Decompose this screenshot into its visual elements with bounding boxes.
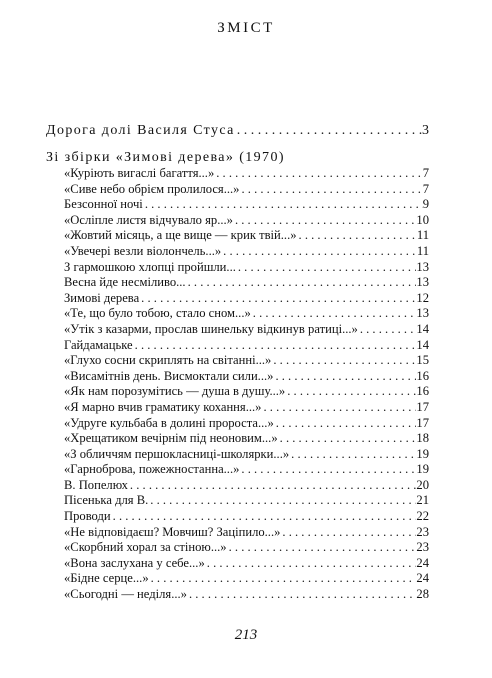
toc-entry (46, 462, 429, 478)
toc-entry-page: 22 (416, 509, 429, 524)
toc-entry-page: 7 (422, 181, 429, 196)
dot-leader (237, 122, 422, 139)
dot-leader (241, 462, 416, 478)
section-title: Зі збірки «Зимові дерева» (1970) (46, 150, 285, 165)
toc-entry-page: 23 (416, 540, 429, 555)
toc-entry (46, 431, 429, 447)
toc-entry-title: З гармошкою хлопці пройшли... (64, 259, 236, 274)
dot-leader (229, 540, 417, 556)
dot-leader (238, 260, 417, 276)
toc-entry (46, 509, 429, 525)
dot-leader (253, 306, 417, 322)
dot-leader (188, 275, 417, 291)
dot-leader (235, 213, 416, 229)
toc-entry-title: «Глухо сосни скриплять на світанні...» (64, 353, 272, 368)
dot-leader (113, 509, 417, 525)
dot-leader (360, 322, 417, 338)
toc-entry (46, 556, 429, 572)
toc-entry-page: 13 (416, 306, 429, 321)
toc-entry-title: Дорога долі Василя Стуса (46, 123, 235, 138)
toc-entry (46, 197, 429, 213)
page-number: 213 (234, 627, 258, 643)
toc-entry (46, 228, 429, 244)
toc-entry (46, 322, 429, 338)
toc-entry-title: «З обличчям першокласниці-школярки...» (64, 446, 290, 461)
toc-entry (46, 353, 429, 369)
toc-entry (46, 447, 429, 463)
toc-entry (46, 244, 429, 260)
toc-entry (46, 275, 429, 291)
dot-leader (241, 182, 422, 198)
toc-entry-title: «Осліпле листя відчувало яр...» (64, 212, 233, 227)
toc-entry-page: 24 (416, 571, 429, 586)
toc-entry-page: 17 (416, 415, 429, 430)
toc-entry-page: 7 (422, 166, 429, 180)
toc-entry (46, 166, 429, 182)
toc-entry-title: «Бідне серце...» (64, 571, 149, 586)
toc-entry-title: Пісенька для В. (64, 493, 149, 508)
dot-leader (276, 416, 417, 432)
dot-leader (287, 384, 416, 400)
toc-entry (46, 182, 429, 198)
toc-entry-title: «Сьогодні — неділя...» (64, 587, 187, 602)
toc-entry-page: 11 (416, 243, 429, 258)
toc-entry-page: 23 (416, 524, 429, 539)
toc-section-heading (46, 149, 429, 166)
dot-leader (223, 244, 417, 260)
toc-entry-title: «Те, що було тобою, стало сном...» (64, 306, 251, 321)
toc-entry (46, 400, 429, 416)
toc-entry (46, 525, 429, 541)
toc-entry-page: 17 (416, 399, 429, 414)
toc-entry-title: «Не відповідаєш? Мовчиш? Заціпило...» (64, 524, 281, 539)
toc-entry (46, 416, 429, 432)
toc-entry-page: 12 (416, 290, 429, 305)
toc-entry (46, 306, 429, 322)
toc-entry-page: 9 (422, 197, 429, 212)
toc-entry-page: 13 (416, 259, 429, 274)
toc-entry-title: «Увечері везли віолончель...» (64, 243, 222, 258)
toc-entry (46, 587, 429, 603)
toc-entry (46, 291, 429, 307)
toc-entry (46, 213, 429, 229)
toc-entry-title: «Вона заслухана у себе...» (64, 555, 205, 570)
toc-entry-page: 14 (416, 321, 429, 336)
dot-leader (282, 525, 416, 541)
toc-entry-page: 10 (416, 212, 429, 227)
toc-entry-title: Весна йде несміливо... (64, 275, 186, 290)
toc-entry-page: 16 (416, 384, 429, 399)
dot-leader (207, 556, 417, 572)
toc-entry-page: 11 (416, 228, 429, 243)
toc-entry-page: 21 (416, 493, 429, 508)
dot-leader (130, 478, 416, 494)
dot-leader (263, 400, 416, 416)
toc-entry-title: «Утік з казарми, прослав шинельку відкинув ратиці...» (64, 321, 358, 336)
dot-leader (145, 197, 423, 213)
dot-leader (151, 571, 417, 587)
toc-entry (46, 338, 429, 354)
dot-leader (275, 369, 416, 385)
toc-entry-title: «Сиве небо обрієм пролилося...» (64, 181, 240, 196)
toc-entry-page: 16 (416, 368, 429, 383)
toc-entry (46, 540, 429, 556)
toc-entry-title: «Висамітнів день. Висмоктали сили...» (64, 368, 274, 383)
toc-entry-title: «Скорбний хорал за стіною...» (64, 540, 227, 555)
dot-leader (299, 228, 417, 244)
toc-entry-page: 3 (422, 123, 429, 138)
toc-entry-page: 28 (416, 587, 429, 602)
toc-entry-page: 15 (416, 353, 429, 368)
toc-entry-title: Проводи (64, 509, 111, 524)
toc-entry-page: 24 (416, 555, 429, 570)
toc-entry-page: 19 (416, 446, 429, 461)
toc-entry (46, 384, 429, 400)
toc-entry-title: «Я марно вчив граматику кохання...» (64, 399, 262, 414)
toc-entry-title: «Куріють вигаслі багаття...» (64, 166, 215, 180)
toc-entry-title: «Як нам порозумітись — душа в душу...» (64, 384, 286, 399)
table-of-contents (46, 122, 429, 603)
toc-entry (46, 369, 429, 385)
toc-entry-page: 18 (416, 431, 429, 446)
toc-entry-page: 19 (416, 462, 429, 477)
toc-entry-page: 13 (416, 275, 429, 290)
dot-leader (216, 166, 422, 182)
toc-entry-preface (46, 122, 429, 139)
toc-entry-title: В. Попелюх (64, 477, 128, 492)
poem-list (46, 166, 429, 603)
dot-leader (189, 587, 416, 603)
toc-entry-title: Безсонної ночі (64, 197, 143, 212)
toc-entry-title: «Жовтий місяць, а ще вище — крик твій...» (64, 228, 297, 243)
toc-entry-page: 14 (416, 337, 429, 352)
toc-entry-title: «Удруге кульбаба в долині пророста...» (64, 415, 274, 430)
toc-entry (46, 571, 429, 587)
toc-entry-title: «Гарноброва, пожежностанна...» (64, 462, 240, 477)
toc-entry-title: Гайдамацьке (64, 337, 133, 352)
dot-leader (135, 338, 417, 354)
dot-leader (141, 291, 416, 307)
toc-entry (46, 260, 429, 276)
dot-leader (150, 493, 416, 509)
toc-entry (46, 478, 429, 494)
toc-entry-page: 20 (416, 477, 429, 492)
toc-entry-title: Зимові дерева (64, 290, 140, 305)
toc-entry-title: «Хрещатиком вечірнім під неоновим...» (64, 431, 278, 446)
toc-entry (46, 493, 429, 509)
dot-leader (273, 353, 416, 369)
dot-leader (280, 431, 417, 447)
dot-leader (291, 447, 416, 463)
page-title: ЗМІСТ (217, 20, 275, 36)
